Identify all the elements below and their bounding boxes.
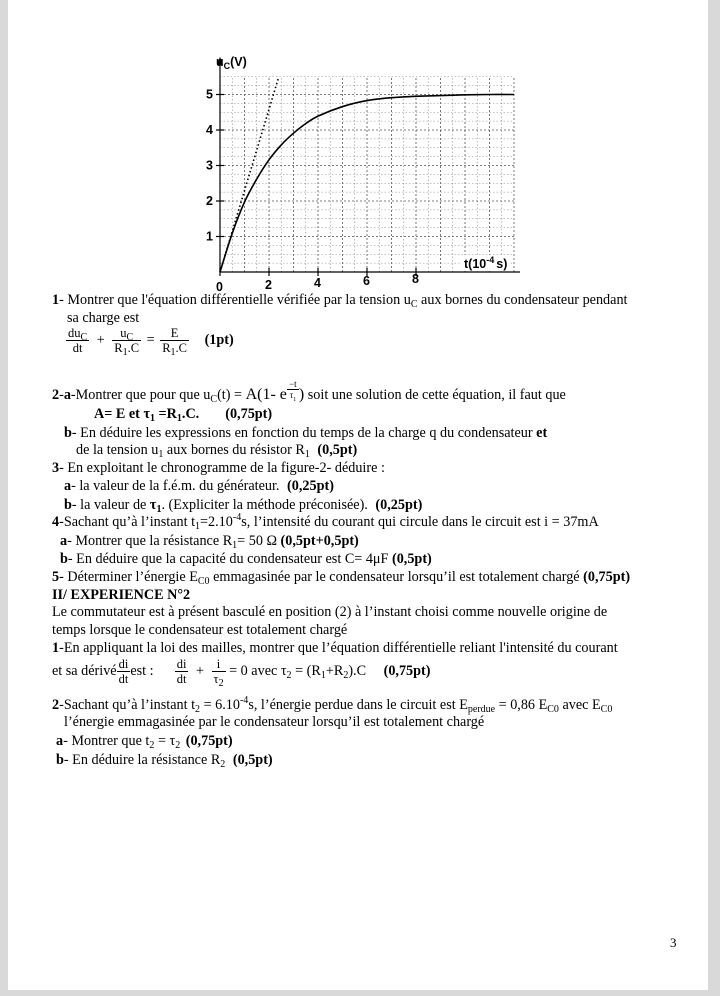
exp2-q1-line1: 1-En appliquant la loi des mailles, montrer que l’équation différentielle reliant l'intensité du courant [52,640,618,656]
q4b-line: b- En déduire que la capacité du condensateur est C= 4μF (0,5pt) [60,551,432,567]
x-tick-label: 2 [265,278,272,292]
y-tick-label: 4 [206,123,213,137]
q3b-line: b- la valeur de $\tau_1$. (Expliciter la méthode préconisée). (0,25pt) [64,497,423,515]
q1-line1: 1- Montrer que l'équation différentielle vérifiée par la tension $u_C$ aux bornes du condensateur pendant [52,292,628,310]
experience-2-title: II/ EXPERIENCE N°2 [52,587,191,603]
chart-axes [217,57,520,272]
document-page [8,0,708,990]
q2a-line1: 2-a-Montrer que pour que $u_C(t) = A(1-$ e −t $\tau_1$ ) soit une solution de cette équation, il faut que [52,379,566,405]
charge-curve-chart [8,0,708,300]
exp2-q2-line1: 2-Sachant qu’à l’instant $t_2 = 6.10^{-4}s$, l’énergie perdue dans le circuit est $E_{perdue} = 0,86$ $E_{C0}$ avec $E_{C0}$ [52,695,613,715]
y-tick-label: 3 [206,158,213,173]
q2b-line1: b- En déduire les expressions en fonction du temps de la charge q du condensateur et [64,425,548,441]
x-tick-label: 0 [216,280,223,294]
q2a-condition: A= E et $\tau_1 =R_1.C$. (0,75pt) [94,406,273,424]
q1-equation: $\frac{du_C}{dt}$ + $\frac{u_C}{R_1.C}$ = $\frac{E}{R_1.C}$ (1pt) [68,326,234,358]
exp2-q2b-line: b- En déduire la résistance $R_2$ (0,5pt) [56,752,273,770]
y-tick-label: 2 [206,194,213,208]
chart-grid [220,77,514,272]
x-tick-label: 6 [363,274,370,288]
exp2-q2-line2: l’énergie emmagasinée par le condensateur lorsqu’il est totalement chargé [64,714,485,730]
q3a-line: a- la valeur de la f.é.m. du générateur. (0,25pt) [64,478,334,494]
y-tick-label: 1 [206,229,213,244]
exp2-intro-line1: Le commutateur est à présent basculé en position (2) à l’instant choisi comme nouvelle origine de [52,604,608,620]
q2b-line2: de la tension $u_1$ aux bornes du résistor $R_1$ (0,5pt) [76,442,358,460]
y-axis-label: $u_C(V)$ [216,55,247,71]
exp2-q1-equation: et sa dérivé $\frac{di}{dt}$ est : $\frac{di}{dt}$ + $\frac{i}{\tau_2}$ = 0 avec $\tau_2 = (R_1+R_2).C$ (0,75pt) [52,657,431,689]
exp2-q2a-line: a- Montrer que $t_2 = \tau_2$ (0,75pt) [56,733,233,751]
q4a-line: a- Montrer que la résistance $R_1= 50$ Ω (0,5pt+0,5pt) [60,533,359,551]
x-tick-label: 4 [314,276,321,290]
q3-line: 3- En exploitant le chronogramme de la figure-2- déduire : [52,460,385,476]
q4-line: 4-Sachant qu’à l’instant $t_1=2.10^{-4}s$, l’intensité du courant qui circule dans le circuit est i = 37mA [52,512,599,532]
exp2-intro-line2: temps lorsque le condensateur est totalement chargé [52,622,348,638]
y-tick-label: 5 [206,87,213,102]
q1-line2: sa charge est [67,310,140,326]
page-number: 3 [670,935,677,950]
q5-line: 5- Déterminer l’énergie $E_{C0}$ emmagasinée par le condensateur lorsqu’il est totalement chargé (0,75pt) [52,569,631,587]
x-tick-label: 8 [412,272,419,286]
x-axis-label: $t(10^{-4}$ s) [464,255,508,271]
